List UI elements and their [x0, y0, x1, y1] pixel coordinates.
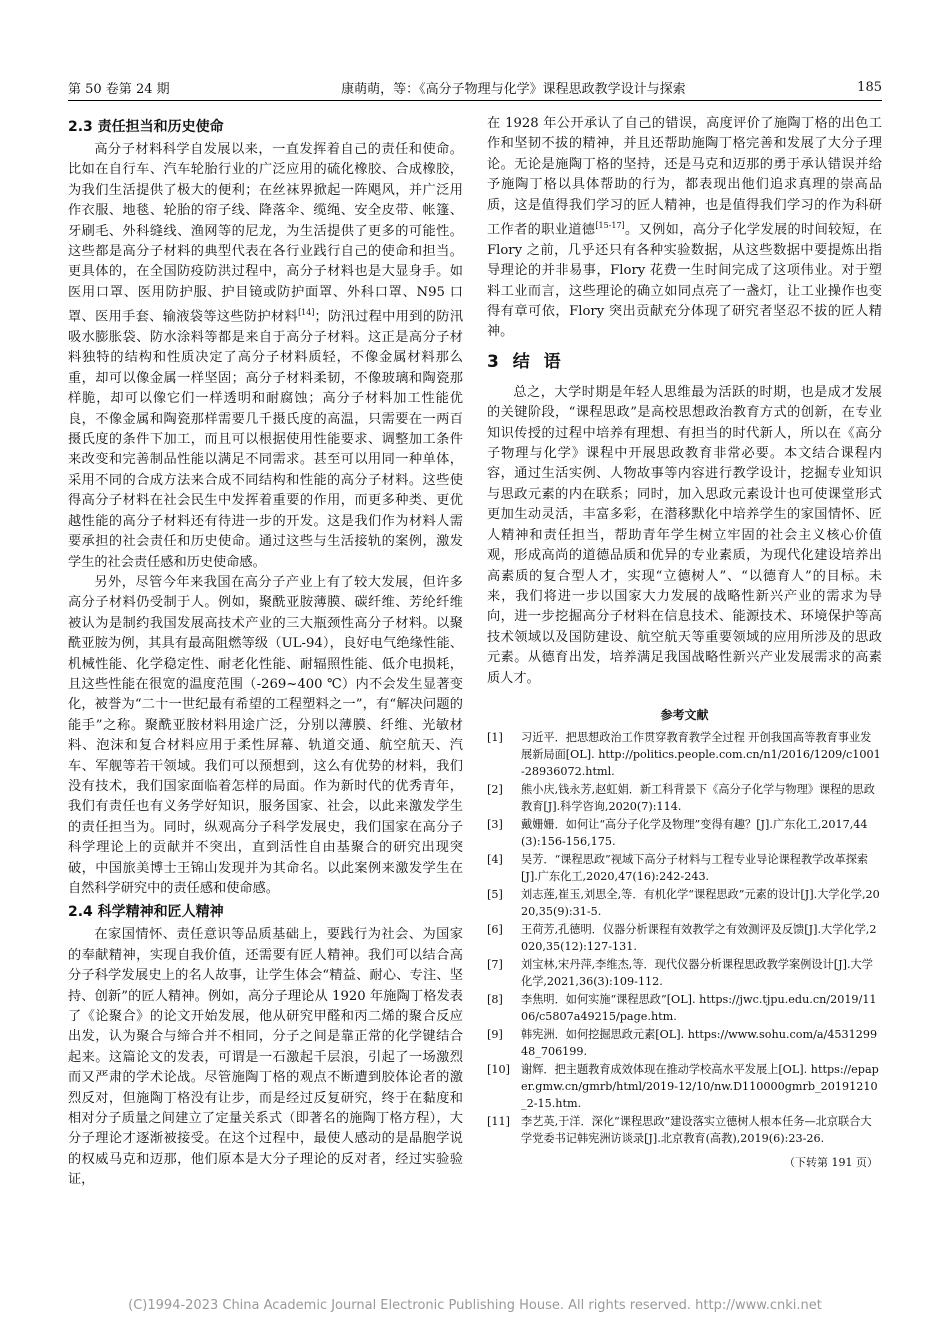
copyright-footer: (C)1994-2023 China Academic Journal Electronic Publishing House. All rights reserved. http://www.cnki.net — [128, 1298, 822, 1313]
paragraph: 在家国情怀、责任意识等品质基础上，要践行为社会、为国家的奉献精神，实现自我价值，还需要有匠人精神。我们可以结合高分子科学发展史上的名人故事，让学生体会“精益、耐心、专注、坚持、创新”的匠人精神。例如，高分子理论从 1920 年施陶丁格发表了《论聚合》的论文开始发展，他从研究甲醛和丙二烯的聚合反应出发，认为聚合与缔合并不相同，分子之间是靠正常的化学键结合起来。这篇论文的发表，可谓是一石激起千层浪，引起了一场激烈而又严肃的学术论战。尽管施陶丁格的观点不断遭到胶体论者的激烈反对，但施陶丁格没有让步，而是经过反复研究，终于在黏度和相对分子质量之间建立了定量关系式（即著名的施陶丁格方程），大分子理论才逐渐被接受。在这个过程中，最使人感动的是晶胞学说的权威马克和迈那，他们原本是大分子理论的反对者，经过实验验证， — [68, 927, 463, 1188]
reference-item: [9] 韩宪洲．如何挖掘思政元素[OL]. https://www.sohu.com/a/453129948_706199. — [487, 1028, 878, 1059]
right-column — [487, 114, 882, 1174]
left-column — [68, 114, 463, 1191]
continued-note: （下转第 191 页） — [784, 1156, 878, 1170]
reference-item: [7] 刘宝林,宋丹萍,李维杰,等．现代仪器分析课程思政教学案例设计[J].大学化学,2021,36(3):109-112. — [487, 958, 873, 989]
reference-item: [5] 刘志莲,崔玉,刘思全,等．有机化学“课程思政”元素的设计[J].大学化学,2020,35(9):31-5. — [487, 888, 880, 919]
running-header — [68, 76, 882, 98]
paragraph: 总之，大学时期是年轻人思维最为活跃的时期，也是成才发展的关键阶段，“课程思政”是高校思想政治教育方式的创新，在专业知识传授的过程中培养有理想、有担当的时代新人，所以在《高分子物理与化学》课程中开展思政教育非常必要。本文结合课程内容，通过生活实例、人物故事等内容进行教学设计，挖掘专业知识与思政元素的内在联系；同时，加入思政元素设计也可使课堂形式更加生动灵活，丰富多彩，在潜移默化中培养学生的家国情怀、匠人精神和责任担当，帮助青年学生树立牢固的社会主义核心价值观，形成高尚的道德品质和优异的专业素质，为现代化建设培养出高素质的复合型人才，实现“立德树人”、“以德育人”的目标。未来，我们将进一步以国家大力发展的战略性新兴产业的需求为导向，进一步挖掘高分子材料在信息技术、能源技术、环境保护等高技术领域以及国防建设、航空航天等重要领域的应用所涉及的思政元素。从德育出发，培养满足我国战略性新兴产业发展需求的高素质人才。 — [487, 384, 882, 686]
header-rule — [68, 100, 882, 101]
citation: [14] — [298, 308, 315, 318]
reference-item: [10] 谢辉．把主题教育成效体现在推动学校高水平发展上[OL]. https://epaper.gmw.cn/gmrb/html/2019-12/10/nw.D110000gmrb_20191210_2-15.htm. — [487, 1063, 879, 1111]
issue-label: 第 50 卷第 24 期 — [68, 81, 170, 97]
article-running-title: 康萌萌，等：《高分子物理与化学》课程思政教学设计与探索 — [341, 81, 686, 97]
reference-item: [1] 习近平．把思想政治工作贯穿教育教学全过程 开创我国高等教育事业发展新局面[OL]. http://politics.people.com.cn/n1/2016/1209/c1001-28936072.html. — [487, 731, 881, 779]
citation: [15-17] — [595, 221, 625, 231]
page-number: 185 — [857, 79, 882, 95]
paragraph-continued: 在 1928 年公开承认了自己的错误，高度评价了施陶丁格的出色工作和坚韧不拔的精神，并且还帮助施陶丁格完善和发展了大分子理论。无论是施陶丁格的坚持，还是马克和迈那的勇于承认错误并给予施陶丁格以具体帮助的行为，都表现出他们追求真理的崇高品质，这是值得我们学习的匠人精神，也是值得我们学习的作为科研工作者的职业道德[15-17]。又例如，高分子化学发展的时间较短，在 Flory 之前，几乎还只有各种实验数据，从这些数据中要提炼出指导理论的并非易事，Flory 花费一生时间完成了这项伟业。对于塑料工业而言，这些理论的确立如同点亮了一盏灯，让工业操作也变得有章可依，Flory 突出贡献充分体现了研究者坚忍不拔的匠人精神。 — [487, 116, 883, 340]
references-title: 参考文献 — [660, 707, 709, 722]
paragraph: 另外，尽管今年来我国在高分子产业上有了较大发展，但许多高分子材料仍受制于人。例如，聚酰亚胺薄膜、碳纤维、芳纶纤维被认为是制约我国发展高技术产业的三大瓶颈性高分子材料。以聚酰亚胺为例，其具有最高阻燃等级（UL-94），良好电气绝缘性能、机械性能、化学稳定性、耐老化性能、耐辐照性能、低介电损耗，且这些性能在很宽的温度范围（-269~400 ℃）内不会发生显著变化，被誉为“二十一世纪最有希望的工程塑料之一”，有“解决问题的能手”之称。聚酰亚胺材料用途广泛，分别以薄膜、纤维、光敏材料、泡沫和复合材料应用于柔性屏幕、轨道交通、航空航天、汽车、军舰等若干领域。我们可以预想到，这么有优势的材料，我们没有技术，我们国家面临着怎样的局面。作为新时代的优秀青年，我们有责任也有义务学好知识，服务国家、社会，以此来激发学生的责任担当为。同时，纵观高分子科学发展史，我们国家在高分子科学理论上的贡献并不突出，直到活性自由基聚合的研究出现突破，中国旅美博士王锦山发现并为其命名。以此案例来激发学生在自然科学研究中的责任感和使命感。 — [68, 574, 463, 897]
reference-list — [487, 729, 882, 1147]
section-2-3-title: 2.3 责任担当和历史使命 — [68, 119, 224, 135]
reference-item: [11] 李艺英,于洋．深化“课程思政”建设落实立德树人根本任务—北京联合大学党委书记韩宪洲访谈录[J].北京教育(高教),2019(6):23-26. — [487, 1115, 872, 1146]
paragraph: 高分子材料科学自发展以来，一直发挥着自己的责任和使命。比如在自行车、汽车轮胎行业的广泛应用的硫化橡胶、合成橡胶，为我们生活提供了极大的便利；在丝袜界掀起一阵飓风，并广泛用作衣服、地毯、轮胎的帘子线、降落伞、缆绳、安全皮带、帐篷、牙刷毛、外科缝线、渔网等的尼龙，为生活提供了更多的可能性。这些都是高分子材料的典型代表在各行业践行自己的使命和担当。更具体的，在全国防疫防洪过程中，高分子材料也是大显身手。如医用口罩、医用防护服、护目镜或防护面罩、外科口罩、N95 口罩、医用手套、输液袋等这些防护材料[14]；防汛过程中用到的防汛吸水膨胀袋、防水涂料等都是来自于高分子材料。这正是高分子材料独特的结构和性质决定了高分子材料质轻，不像金属材料那么重，却可以像金属一样坚固；高分子材料柔韧，不像玻璃和陶瓷那样脆，却可以像它们一样透明和耐腐蚀；高分子材料加工性能优良，不像金属和陶瓷那样需要几千摄氏度的高温，只需要在一两百摄氏度的条件下加工，而且可以根据使用性能要求、调整加工条件来改变和完善制品性能以满足不同需求。甚至可以用同一种单体，采用不同的合成方法来合成不同结构和性能的高分子材料。这些使得高分子材料在社会民生中发挥着重要的作用，而更多种类、更优越性能的高分子材料还有待进一步的开发。这是我们作为材料人需要承担的社会责任和历史使命。通过这些与生活接轨的案例，激发学生的社会责任感和历史使命感。 — [68, 142, 464, 570]
section-3-title: 3 结 语 — [487, 351, 565, 372]
reference-item: [8] 李焦明．如何实施“课程思政”[OL]. https://jwc.tjpu.edu.cn/2019/1106/c5807a49215/page.htm. — [487, 993, 877, 1024]
reference-item: [4] 吴芳．“课程思政”视域下高分子材料与工程专业导论课程教学改革探索[J].广东化工,2020,47(16):242-243. — [487, 853, 869, 884]
reference-item: [3] 戴姗姗．如何让“高分子化学及物理”变得有趣？[J].广东化工,2017,44(3):156-156,175. — [487, 818, 868, 849]
section-2-4-title: 2.4 科学精神和匠人精神 — [68, 904, 224, 921]
reference-item: [2] 熊小庆,钱永芳,赵虹娟．新工科背景下《高分子化学与物理》课程的思政教育[J].科学咨询,2020(7):114. — [487, 783, 875, 814]
reference-item: [6] 王荷芳,孔德明．仪器分析课程有效教学之有效测评及反馈[J].大学化学,2020,35(12):127-131. — [487, 923, 877, 954]
